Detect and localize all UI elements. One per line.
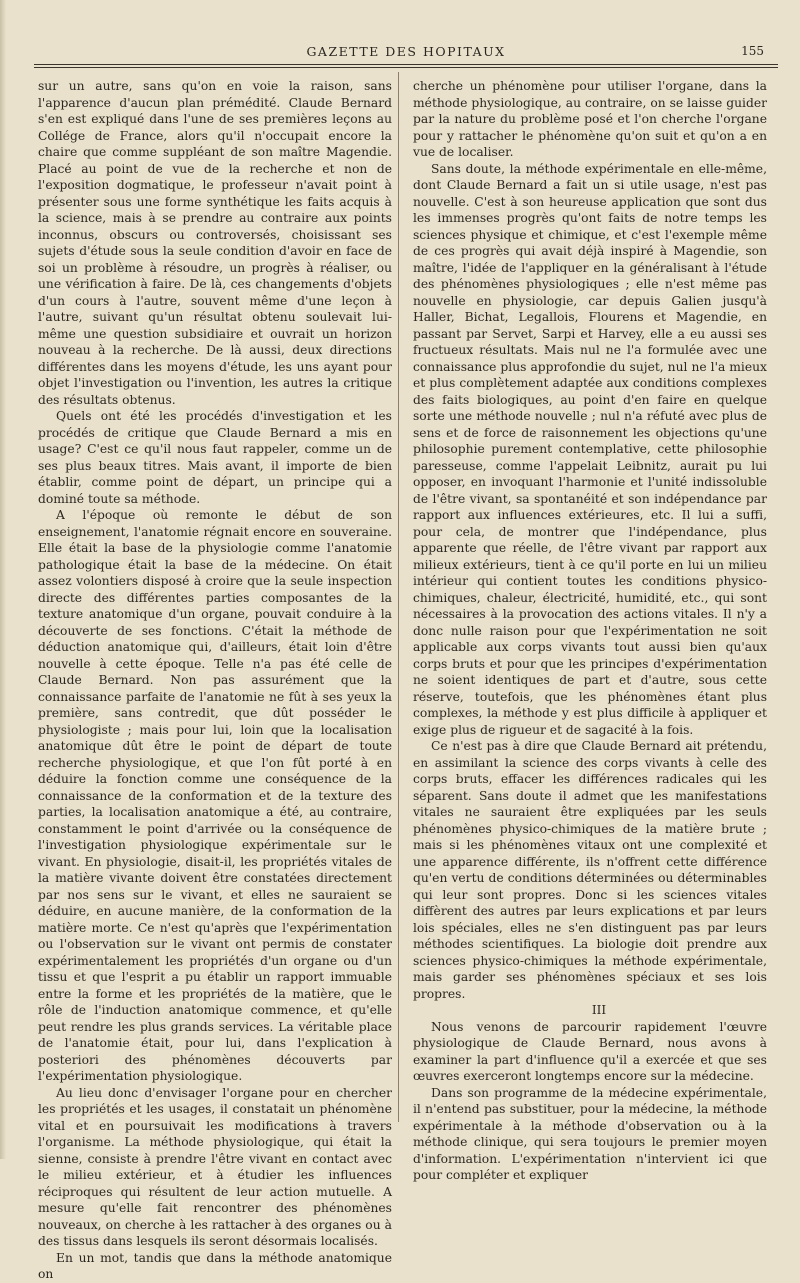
paragraph: sur un autre, sans qu'on en voie la raison, sans l'apparence d'aucun plan prémédité. Claude Bernard s'en est expliqué dans l'une de ses premières leçons au Collége de France, alors qu'il n'occupait encore la chaire que comme suppléant de son maître Magendie. Placé au point de vue de la recherche et non de l'exposition dogmatique, le professeur n'avait point à présenter sous une forme synthétique les faits acquis à la science, mais à se prendre au contraire aux points inconnus, obscurs ou controversés, choisissant ses sujets d'étude sous la seule condition d'avoir en face de soi un problème à résoudre, un progrès à réaliser, ou une vérification à faire. De là, ces changements d'objets d'un cours à l'autre, souvent même d'une leçon à l'autre, suivant qu'un résultat obtenu soulevait lui-même une question subsidiaire et ouvrait un horizon nouveau à la recherche. De là aussi, deux directions différentes dans les moyens d'étude, les uns ayant pour objet l'investigation ou l'invention, les autres la critique des résultats obtenus. xyxy=(38,79,392,407)
page-header xyxy=(34,42,778,64)
right-column xyxy=(413,78,767,1184)
page-number: 155 xyxy=(741,44,764,58)
header-rule xyxy=(34,64,778,65)
paragraph: Au lieu donc d'envisager l'organe pour en chercher les propriétés et les usages, il constatait un phénomène vital et en poursuivait les modifications à travers l'organisme. La méthode physiologique, qui était la sienne, consiste à prendre l'être vivant en contact avec le milieu extérieur, et à étudier les influences réciproques qui résultent de leur action mutuelle. A mesure qu'elle fait rencontrer des phénomènes nouveaux, on cherche à les rattacher à des organes ou à des tissus dans lesquels ils seront désormais localisés. xyxy=(38,1085,392,1248)
paragraph: cherche un phénomène pour utiliser l'organe, dans la méthode physiologique, au contraire, on se laisse guider par la nature du problème posé et l'on cherche l'organe pour y rattacher le phénomène qu'on suit et qu'on a en vue de localiser. xyxy=(413,79,767,159)
journal-title: GAZETTE DES HOPITAUX xyxy=(306,44,506,59)
paragraph: Ce n'est pas à dire que Claude Bernard ait prétendu, en assimilant la science des corps vivants à celle des corps bruts, effacer les différences radicales qui les séparent. Sans doute il admet que les manifestations vitales ne sauraient être expliquées par les seuls phénomènes physico-chimiques de la matière brute ; mais si les phénomènes vitaux ont une complexité et une apparence différente, ils n'offrent cette différence qu'en vertu de conditions déterminées ou déterminables qui leur sont propres. Donc si les sciences vitales diffèrent des autres par leurs explications et par leurs lois spéciales, elles ne s'en distinguent pas par leurs méthodes scientifiques. La biologie doit prendre aux sciences physico-chimiques la méthode expérimentale, mais garder ses phénomènes spéciaux et ses lois propres. xyxy=(413,739,767,1001)
left-column xyxy=(38,78,392,1283)
paragraph: Dans son programme de la médecine expérimentale, il n'entend pas substituer, pour la médecine, la méthode expérimentale à la méthode d'observation ou à la méthode clinique, qui sera toujours le premier moyen d'information. L'expérimentation n'intervient ici que pour compléter et expliquer xyxy=(413,1085,767,1182)
paragraph: Nous venons de parcourir rapidement l'œuvre physiologique de Claude Bernard, nous avons à examiner la part d'influence qu'il a exercée et que ses œuvres exerceront longtemps encore sur la médecine. xyxy=(413,1019,767,1083)
page-edge xyxy=(0,0,6,1159)
section-heading: III xyxy=(591,1003,607,1017)
paragraph: A l'époque où remonte le début de son enseignement, l'anatomie régnait encore en souveraine. Elle était la base de la physiologie comme l'anatomie pathologique était la base de la médecine. On était assez volontiers disposé à croire que la seule inspection directe des différentes parties composantes de la texture anatomique d'un organe, pouvait conduire à la découverte de ses fonctions. C'était la méthode de déduction anatomique qui, d'ailleurs, était loin d'être nouvelle à cette époque. Telle n'a pas été celle de Claude Bernard. Non pas assurément que la connaissance parfaite de l'anatomie ne fût à ses yeux la première, sans contredit, que dût posséder le physiologiste ; mais pour lui, loin que la localisation anatomique dût être le point de départ de toute recherche physiologique, et que l'on fût porté à en déduire la fonction comme une conséquence de la connaissance de la conformation et de la texture des parties, la localisation anatomique a été, au contraire, constamment le point d'arrivée ou la conséquence de l'investigation physiologique expérimentale sur le vivant. En physiologie, disait-il, les propriétés vitales de la matière vivante doivent être constatées directement par nos sens sur le vivant, et elles ne sauraient se déduire, en aucune manière, de la conformation de la matière morte. Ce n'est qu'après que l'expérimentation ou l'observation sur le vivant ont permis de constater expérimentalement les propriétés d'un organe ou d'un tissu et que l'esprit a pu établir un rapport immuable entre la forme et les propriétés de la matière, que le rôle de l'induction anatomique commence, et qu'elle peut rendre les plus grands services. La véritable place de l'anatomie était, pour lui, dans l'explication à posteriori des phénomènes découverts par l'expérimentation physiologique. xyxy=(38,508,392,1083)
paragraph: Quels ont été les procédés d'investigation et les procédés de critique que Claude Bernard a mis en usage? C'est ce qu'il nous faut rappeler, comme un de ses plus beaux titres. Mais avant, il importe de bien établir, comme point de départ, un principe qui a dominé toute sa méthode. xyxy=(38,409,392,506)
paragraph: En un mot, tandis que dans la méthode anatomique on xyxy=(38,1250,392,1281)
header-rule-double xyxy=(34,67,778,68)
paragraph: Sans doute, la méthode expérimentale en elle-même, dont Claude Bernard a fait un si utile usage, n'est pas nouvelle. C'est à son heureuse application que sont dus les immenses progrès qu'ont faits de notre temps les sciences physique et chimique, et c'est l'exemple même de ces progrès qui avait déjà inspiré à Magendie, son maître, l'idée de l'appliquer en la généralisant à l'étude des phénomènes physiologiques ; elle n'est même pas nouvelle en physiologie, car depuis Galien jusqu'à Haller, Bichat, Legallois, Flourens et Magendie, en passant par Servet, Sarpi et Harvey, elle a eu aussi ses fructueux résultats. Mais nul ne l'a formulée avec une connaissance plus approfondie du sujet, nul ne l'a mieux et plus complètement adaptée aux conditions complexes des faits biologiques, au point d'en faire en quelque sorte une méthode nouvelle ; nul n'a réfuté avec plus de sens et de force de raisonnement les objections qu'une philosophie purement contemplative, cette philosophie paresseuse, comme l'appelait Leibnitz, aurait pu lui opposer, en invoquant l'harmonie et l'unité indissoluble de l'être vivant, sa spontanéité et son indépendance par rapport aux influences extérieures, etc. Il lui a suffi, pour cela, de montrer que l'indépendance, plus apparente que réelle, de l'être vivant par rapport aux milieux extérieurs, tient à ce qu'il porte en lui un milieu intérieur qui contient toutes les conditions physico-chimiques, chaleur, électricité, humidité, etc., qui sont nécessaires à la provocation des actions vitales. Il n'y a donc nulle raison pour que l'expérimentation ne soit applicable aux corps vivants tout aussi bien qu'aux corps bruts et pour que les principes d'expérimentation ne soient identiques de part et d'autre, sous cette réserve, toutefois, que les phénomènes étant plus complexes, la méthode y est plus difficile à appliquer et exige plus de rigueur et de sagacité à la fois. xyxy=(413,161,767,737)
column-divider xyxy=(398,72,399,1122)
